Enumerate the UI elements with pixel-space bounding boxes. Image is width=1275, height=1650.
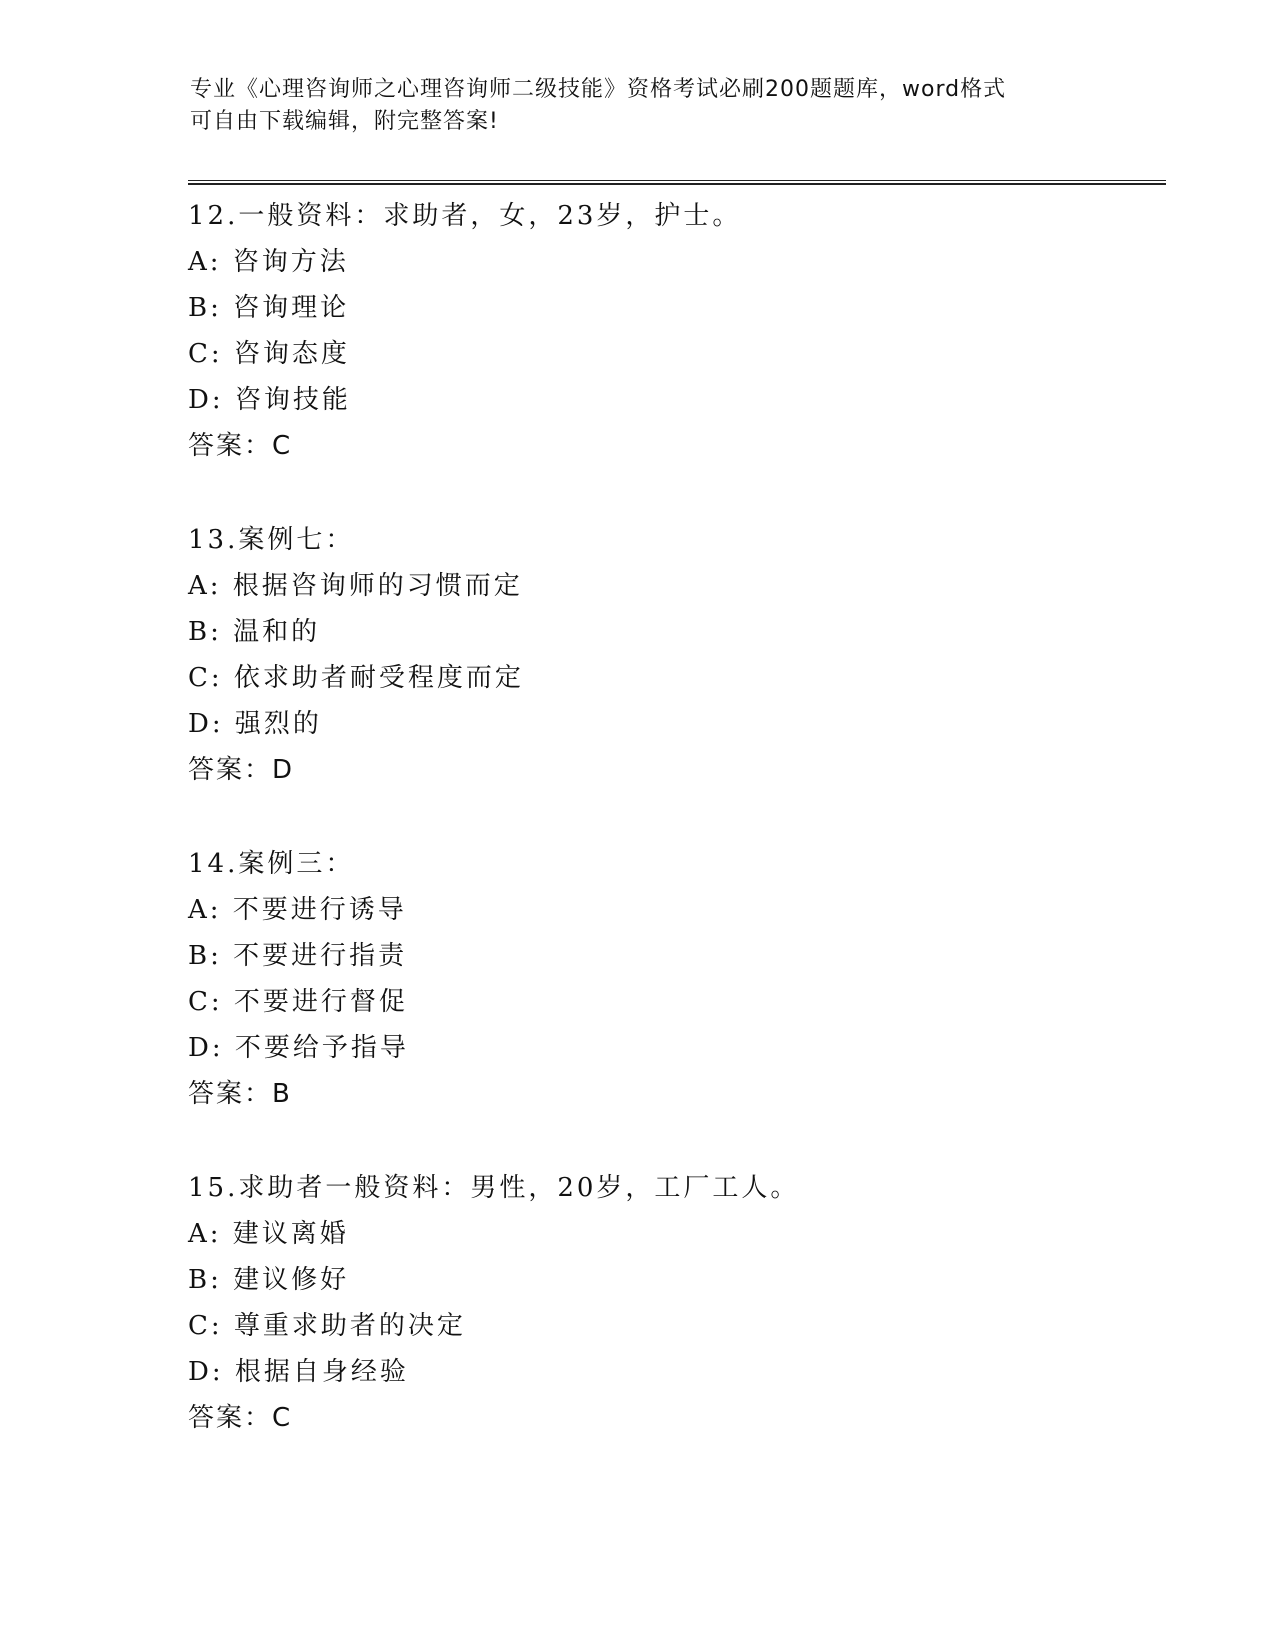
answer: 答案：C [188,1403,293,1433]
option-b: B: 温和的 [188,617,321,647]
option-b: B: 咨询理论 [188,293,350,323]
option-d: D: 强烈的 [188,709,322,739]
option-b: B: 不要进行指责 [188,941,408,971]
header-title-line-1: 专业《心理咨询师之心理咨询师二级技能》资格考试必刷200题题库，word格式 [190,77,1007,102]
option-d: D: 咨询技能 [188,385,351,415]
option-c: C: 不要进行督促 [188,987,408,1017]
option-c: C: 咨询态度 [188,339,350,369]
option-c: C: 尊重求助者的决定 [188,1311,466,1341]
header-divider [188,180,1166,185]
question-12 [188,193,1148,469]
option-c: C: 依求助者耐受程度而定 [188,663,524,693]
document-header [190,74,1090,138]
question-stem: 14.案例三： [188,849,355,879]
option-d: D: 根据自身经验 [188,1357,409,1387]
option-a: A: 咨询方法 [188,247,349,277]
answer: 答案：C [188,431,293,461]
question-14 [188,841,1148,1117]
question-list [188,193,1148,1489]
answer: 答案：B [188,1079,292,1109]
question-stem: 13.案例七： [188,525,355,555]
header-title-line-2: 可自由下载编辑，附完整答案! [190,109,499,134]
option-b: B: 建议修好 [188,1265,350,1295]
question-stem: 15.求助者一般资料：男性，20岁，工厂工人。 [188,1173,800,1203]
answer: 答案：D [188,755,295,785]
option-d: D: 不要给予指导 [188,1033,409,1063]
option-a: A: 不要进行诱导 [188,895,407,925]
option-a: A: 根据咨询师的习惯而定 [188,571,523,601]
question-15 [188,1165,1148,1441]
option-a: A: 建议离婚 [188,1219,349,1249]
question-13 [188,517,1148,793]
question-stem: 12.一般资料：求助者，女，23岁，护士。 [188,201,742,231]
